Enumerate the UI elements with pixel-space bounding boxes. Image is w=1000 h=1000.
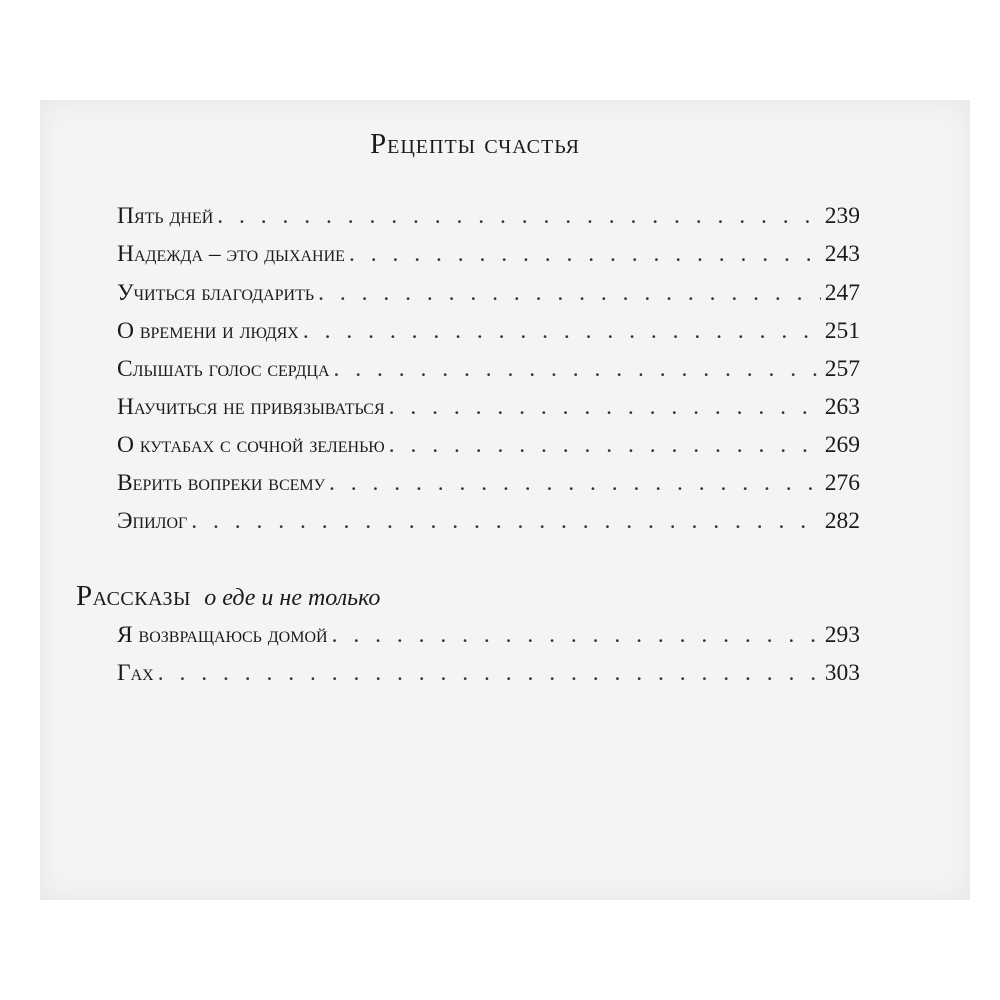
dot-leader bbox=[217, 203, 820, 230]
toc-entry bbox=[117, 203, 860, 235]
dot-leader bbox=[334, 356, 821, 383]
toc-entry-title: Верить вопреки всему bbox=[117, 470, 325, 496]
dot-leader bbox=[191, 508, 820, 535]
toc-entry bbox=[117, 280, 860, 312]
dot-leader bbox=[349, 241, 821, 268]
section-heading bbox=[76, 580, 380, 613]
toc-entry-page: 239 bbox=[824, 203, 860, 229]
toc-entry-page: 247 bbox=[824, 280, 860, 306]
toc-entry-page: 269 bbox=[824, 432, 860, 458]
toc-entry-title: Научиться не привязываться bbox=[117, 394, 385, 420]
toc-entry-page: 257 bbox=[824, 356, 860, 382]
toc-entry bbox=[117, 241, 860, 273]
toc-entry-title: Эпилог bbox=[117, 508, 188, 534]
toc-entry-page: 263 bbox=[824, 394, 860, 420]
toc-entry-title: Пять дней bbox=[117, 203, 214, 229]
section-heading-title: Рассказы bbox=[76, 580, 192, 612]
section-heading-subtitle: о еде и не только bbox=[204, 585, 381, 611]
dot-leader bbox=[389, 394, 821, 421]
toc-entry-title: О кутабах с сочной зеленью bbox=[117, 432, 385, 458]
toc-entry-page: 276 bbox=[824, 470, 860, 496]
toc-entry-page: 303 bbox=[824, 660, 860, 686]
toc-entry-title: О времени и людях bbox=[117, 318, 299, 344]
toc-entry-page: 282 bbox=[824, 508, 860, 534]
toc-entry-title: Я возвращаюсь домой bbox=[117, 622, 328, 648]
toc-entry-page: 251 bbox=[824, 318, 860, 344]
toc-entry bbox=[117, 660, 860, 692]
toc-entry bbox=[117, 470, 860, 502]
dot-leader bbox=[158, 660, 821, 687]
dot-leader bbox=[318, 280, 821, 307]
toc-entry bbox=[117, 622, 860, 654]
toc-entry-title: Слышать голос сердца bbox=[117, 356, 330, 382]
dot-leader bbox=[329, 470, 821, 497]
toc-entry-page: 293 bbox=[824, 622, 860, 648]
toc-entry-page: 243 bbox=[824, 241, 860, 267]
toc-entry bbox=[117, 394, 860, 426]
toc-entry-title: Надежда – это дыхание bbox=[117, 241, 345, 267]
toc-entry bbox=[117, 318, 860, 350]
toc-entry bbox=[117, 432, 860, 464]
dot-leader bbox=[389, 432, 821, 459]
dot-leader bbox=[303, 318, 821, 345]
dot-leader bbox=[332, 622, 821, 649]
toc-entry-title: Учиться благодарить bbox=[117, 280, 315, 306]
toc-entry-title: Гах bbox=[117, 660, 154, 686]
toc-entry bbox=[117, 508, 860, 540]
toc-entry bbox=[117, 356, 860, 388]
section-title: Рецепты счастья bbox=[370, 128, 580, 160]
